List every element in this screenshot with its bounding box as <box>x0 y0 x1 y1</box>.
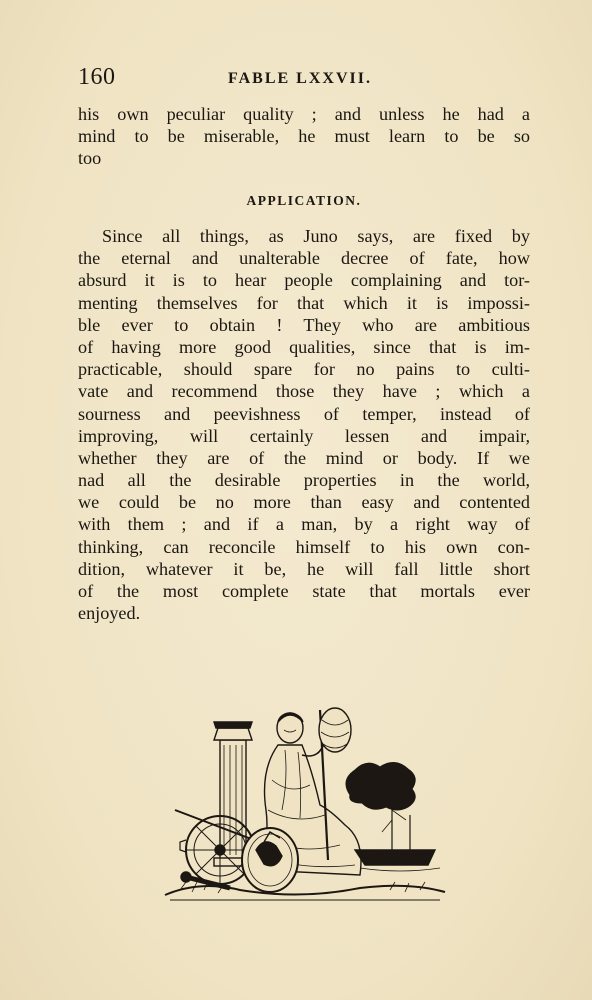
application-body <box>78 225 530 624</box>
text-line: vate and recommend those they have ; which a <box>78 381 530 402</box>
text-line: absurd it is to hear people complaining and tor- <box>78 270 530 291</box>
text-line: Since all things, as Juno says, are fixed by <box>102 226 530 246</box>
page-number: 160 <box>78 64 116 90</box>
text-line: menting themselves for that which it is impossi- <box>78 292 530 313</box>
text-line: we could be no more than easy and contented <box>78 492 530 513</box>
text-line: dition, whatever it be, he will fall little short <box>78 558 530 579</box>
text-line: his own peculiar quality ; and unless he had a <box>78 104 530 124</box>
application-heading: APPLICATION. <box>246 193 362 208</box>
text-line: the eternal and unalterable decree of fate, how <box>78 248 530 269</box>
allegorical-engraving-icon <box>160 700 450 910</box>
text-line: mind to be miserable, he must learn to be so <box>78 126 530 147</box>
text-line: improving, will certainly lessen and impair, <box>78 425 530 446</box>
running-head <box>78 64 530 94</box>
text-line: sourness and peevishness of temper, instead of <box>78 403 530 424</box>
text-line: whether they are of the mind or body. If we <box>78 447 530 468</box>
text-line: practicable, should spare for no pains to culti- <box>78 359 530 380</box>
text-line: thinking, can reconcile himself to his own con- <box>78 536 530 557</box>
text-line: with them ; and if a man, by a right way of <box>78 514 530 535</box>
text-line: of the most complete state that mortals ever <box>78 581 530 601</box>
text-line: enjoyed. <box>78 603 141 624</box>
text-line: ble ever to obtain ! They who are ambitious <box>78 314 530 335</box>
text-line: of having more good qualities, since that is im- <box>78 336 530 357</box>
running-title: FABLE LXXVII. <box>228 70 372 87</box>
text-line: too <box>78 148 102 169</box>
text-line: nad all the desirable properties in the world, <box>78 470 530 491</box>
fable-continuation <box>78 103 530 170</box>
